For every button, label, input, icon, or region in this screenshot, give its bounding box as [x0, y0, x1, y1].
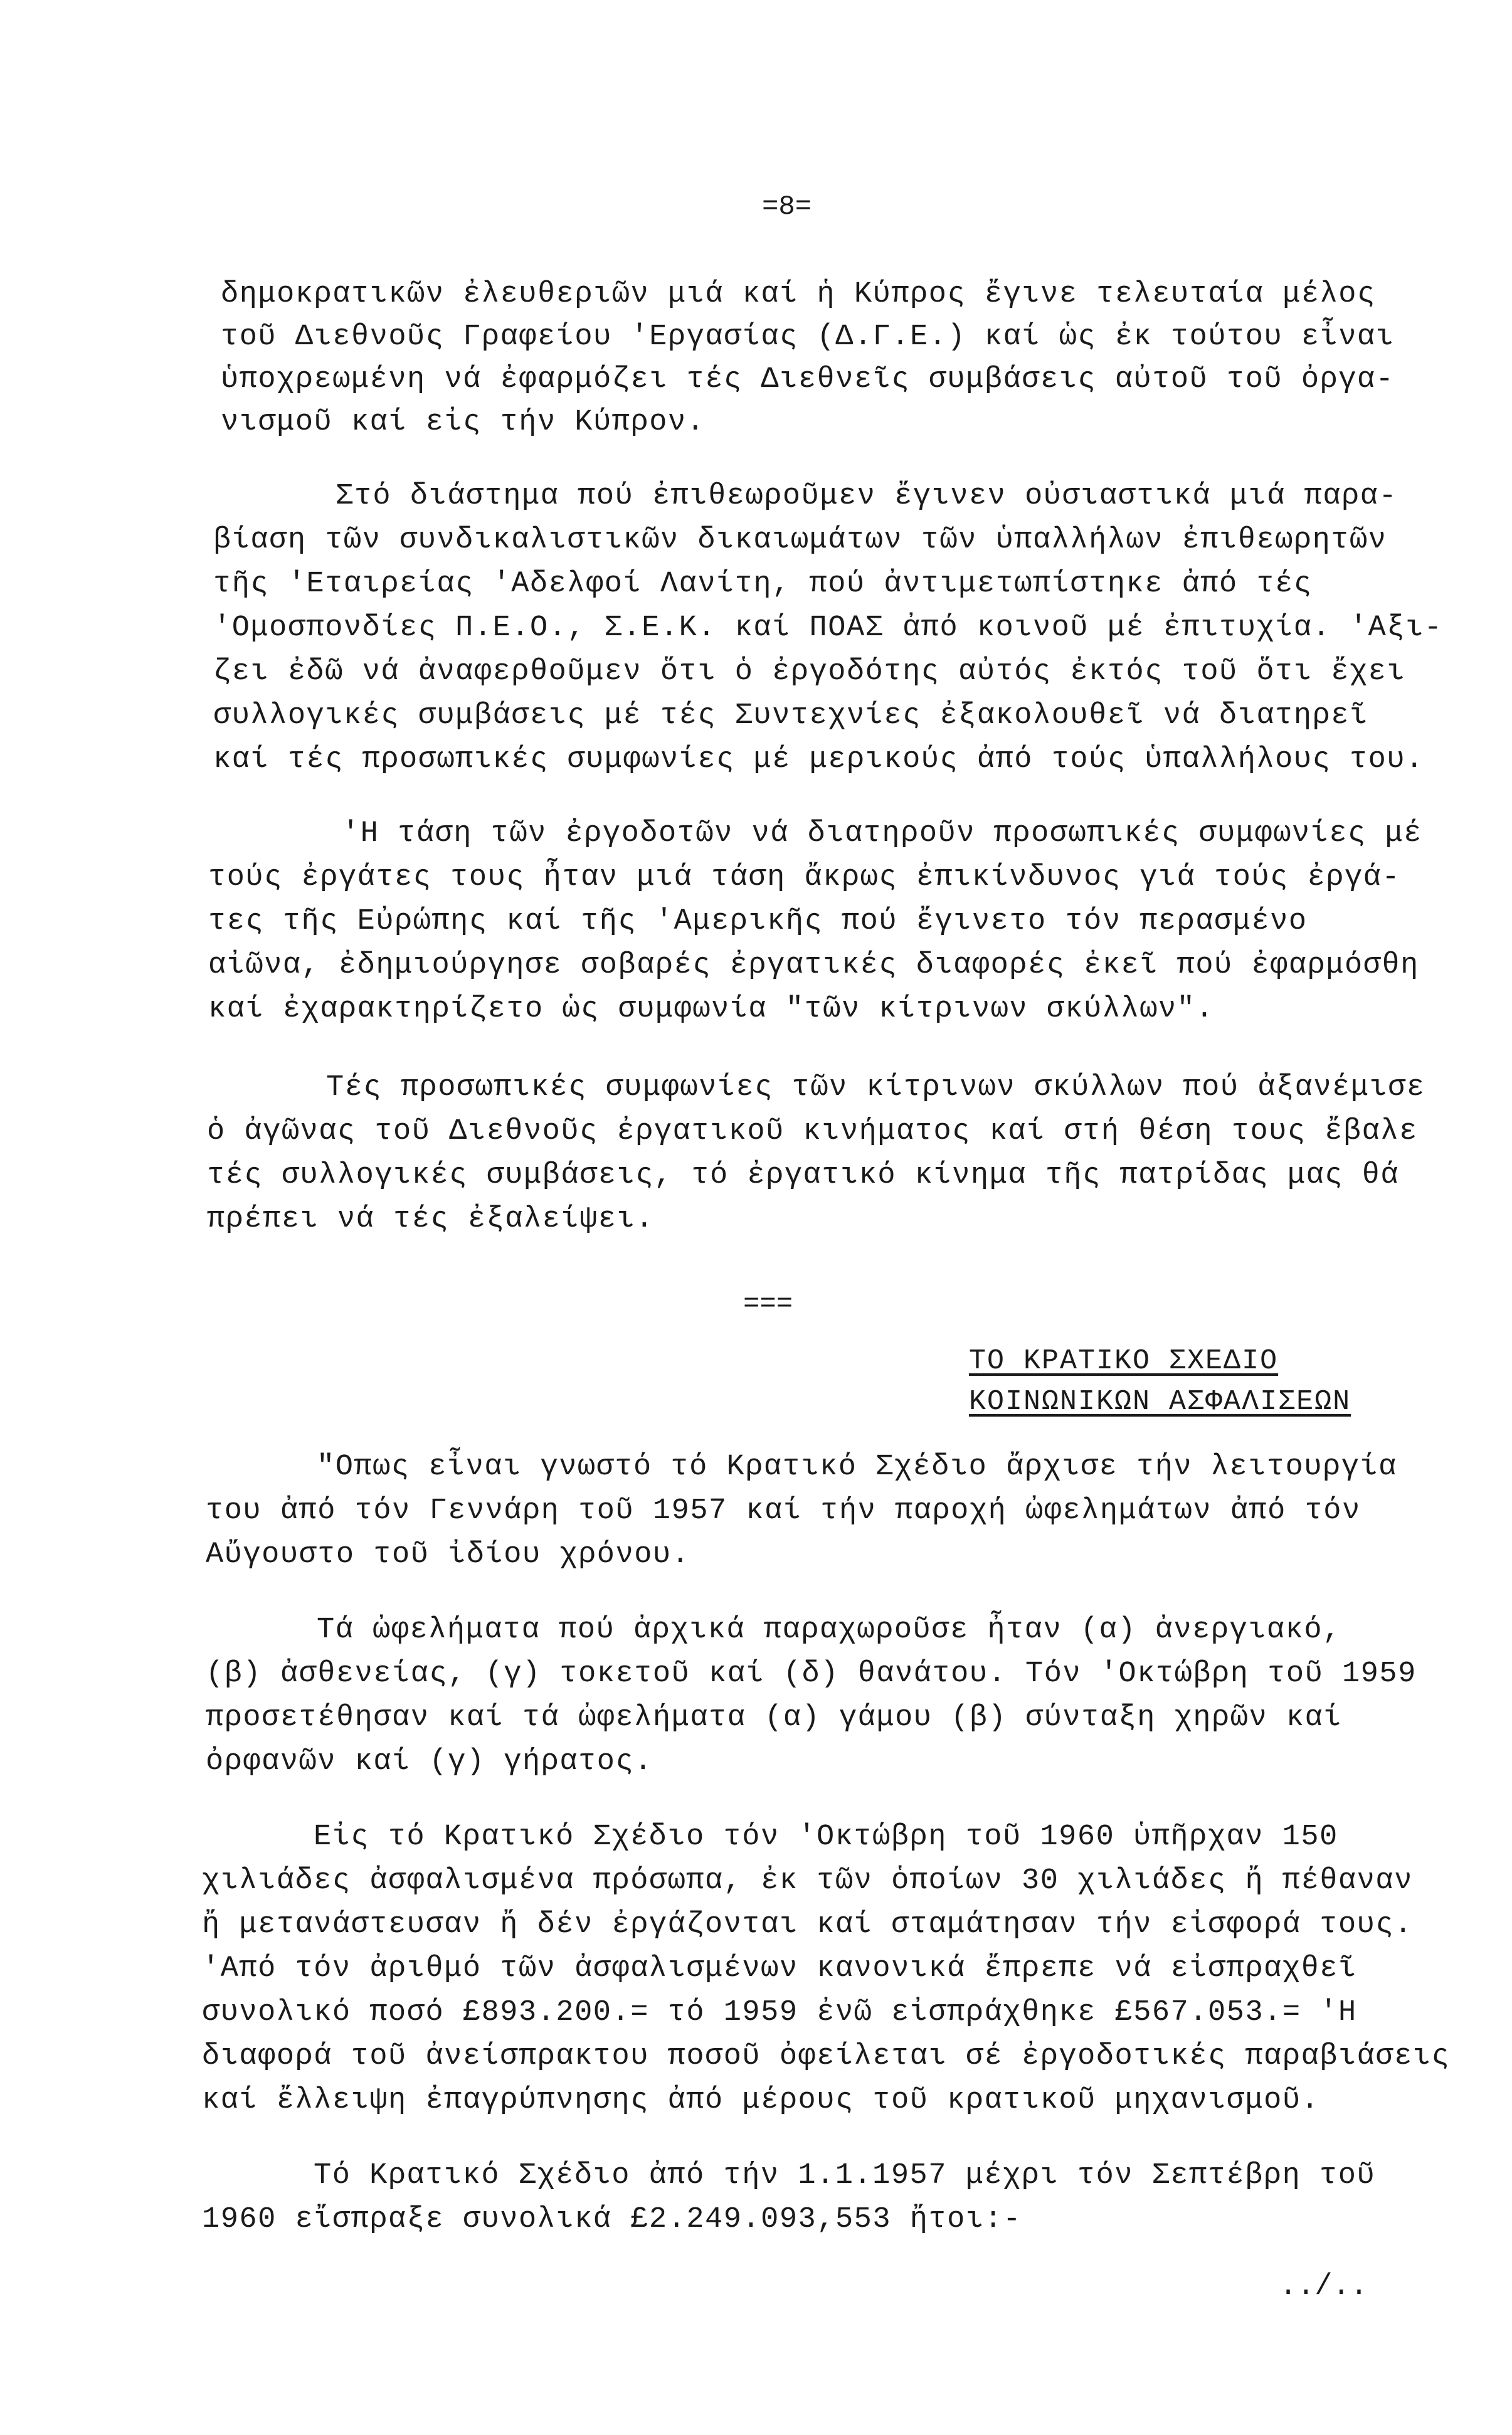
text-line: Στό διάστημα πού ἐπιθεωροῦμεν ἔγινεν οὐσιαστικά μιά παρα- [336, 480, 1398, 513]
text-line: "Οπως εἶναι γνωστό τό Κρατικό Σχέδιο ἄρχισε τήν λειτουργία [317, 1450, 1397, 1484]
text-line: τῆς 'Εταιρείας 'Αδελφοί Λανίτη, πού ἀντιμετωπίστηκε ἀπό τές [213, 568, 1313, 601]
section-heading: ΚΟΙΝΩΝΙΚΩΝ ΑΣΦΑΛΙΣΕΩΝ [969, 1386, 1351, 1418]
page-number: =8= [762, 191, 812, 223]
section-divider: === [743, 1289, 793, 1320]
text-line: Εἰς τό Κρατικό Σχέδιο τόν 'Οκτώβρη τοῦ 1960 ὑπῆρχαν 150 [314, 1820, 1338, 1854]
text-line: ζει ἐδῶ νά ἀναφερθοῦμεν ὅτι ὁ ἐργοδότης αὐτός ἐκτός τοῦ ὅτι ἔχει [213, 655, 1406, 689]
text-line: Τές προσωπικές συμφωνίες τῶν κίτρινων σκύλλων πού ἀξανέμισε [326, 1071, 1425, 1104]
text-line: συλλογικές συμβάσεις μέ τές Συντεχνίες ἐξακολουθεῖ νά διατηρεῖ [213, 699, 1368, 732]
text-line: Τό Κρατικό Σχέδιο ἀπό τήν 1.1.1957 μέχρι τόν Σεπτέβρη τοῦ [314, 2159, 1376, 2192]
text-line: πρέπει νά τές ἐξαλείψει. [207, 1203, 654, 1236]
text-line: βίαση τῶν συνδικαλιστικῶν δικαιωμάτων τῶν ὑπαλλήλων ἐπιθεωρητῶν [213, 524, 1387, 557]
section-heading: ΤΟ ΚΡΑΤΙΚΟ ΣΧΕΔΙΟ [969, 1345, 1279, 1377]
text-line: χιλιάδες ἀσφαλισμένα πρόσωπα, ἐκ τῶν ὁποίων 30 χιλιάδες ἤ πέθαναν [202, 1864, 1413, 1898]
text-line: του ἀπό τόν Γεννάρη τοῦ 1957 καί τήν παροχή ὠφελημάτων ἀπό τόν [206, 1494, 1361, 1528]
text-line: 'Από τόν ἀριθμό τῶν ἀσφαλισμένων κανονικά ἔπρεπε νά εἰσπραχθεῖ [202, 1952, 1357, 1985]
text-line: αἰῶνα, ἐδημιούργησε σοβαρές ἐργατικές διαφορές ἐκεῖ πού ἐφαρμόσθη [208, 949, 1419, 982]
text-line: δημοκρατικῶν ἐλευθεριῶν μιά καί ἡ Κύπρος ἔγινε τελευταία μέλος [221, 278, 1376, 311]
text-line: τοῦ Διεθνοῦς Γραφείου 'Εργασίας (Δ.Γ.Ε.) καί ὡς ἐκ τούτου εἶναι [221, 320, 1395, 354]
text-line: ὁ ἀγῶνας τοῦ Διεθνοῦς ἐργατικοῦ κινήματος καί στή θέση τους ἔβαλε [207, 1115, 1418, 1148]
text-line: 'Η τάση τῶν ἐργοδοτῶν νά διατηροῦν προσωπικές συμφωνίες μέ [342, 817, 1422, 850]
text-line: 1960 εἴσπραξε συνολικά £2.249.093,553 ἤτοι:- [202, 2203, 1022, 2236]
text-line: 'Ομοσπονδίες Π.Ε.Ο., Σ.Ε.Κ. καί ΠΟΑΣ ἀπό κοινοῦ μέ ἐπιτυχία. 'Αξι- [213, 611, 1443, 645]
text-line: καί ἔλλειψη ἐπαγρύπνησης ἀπό μέρους τοῦ κρατικοῦ μηχανισμοῦ. [202, 2084, 1320, 2117]
text-line: ὀρφανῶν καί (γ) γήρατος. [206, 1745, 653, 1778]
text-line: ἤ μετανάστευσαν ἤ δέν ἐργάζονται καί σταμάτησαν τήν εἰσφορά τους. [202, 1908, 1413, 1941]
text-line: Τά ὠφελήματα πού ἀρχικά παραχωροῦσε ἦταν (α) ἀνεργιακό, [317, 1614, 1341, 1647]
text-line: νισμοῦ καί εἰς τήν Κύπρον. [221, 406, 706, 439]
text-line: τούς ἐργάτες τους ἦταν μιά τάση ἄκρως ἐπικίνδυνος γιά τούς ἐργά- [208, 861, 1401, 894]
text-line: συνολικό ποσό £893.200.= τό 1959 ἐνῶ εἰσπράχθηκε £567.053.= 'Η [202, 1996, 1357, 2029]
text-line: καί τές προσωπικές συμφωνίες μέ μερικούς ἀπό τούς ὑπαλλήλους του. [213, 743, 1424, 776]
continued-marker: ../.. [1279, 2270, 1368, 2303]
text-line: Αὔγουστο τοῦ ἰδίου χρόνου. [206, 1538, 690, 1571]
text-line: τές συλλογικές συμβάσεις, τό ἐργατικό κίνημα τῆς πατρίδας μας θά [207, 1159, 1400, 1192]
text-line: καί ἐχαρακτηρίζετο ὡς συμφωνία "τῶν κίτρινων σκύλλων". [208, 993, 1215, 1026]
text-line: τες τῆς Εὐρώπης καί τῆς 'Αμερικῆς πού ἔγινετο τόν περασμένο [208, 905, 1308, 938]
text-line: διαφορά τοῦ ἀνείσπρακτου ποσοῦ ὀφείλεται σέ ἐργοδοτικές παραβιάσεις [202, 2040, 1451, 2073]
text-line: ὑποχρεωμένη νά ἐφαρμόζει τές Διεθνεῖς συμβάσεις αὐτοῦ τοῦ ὀργα- [221, 363, 1395, 396]
text-line: (β) ἀσθενείας, (γ) τοκετοῦ καί (δ) θανάτου. Τόν 'Οκτώβρη τοῦ 1959 [206, 1657, 1417, 1691]
text-line: προσετέθησαν καί τά ὠφελήματα (α) γάμου (β) σύνταξη χηρῶν καί [206, 1701, 1342, 1735]
